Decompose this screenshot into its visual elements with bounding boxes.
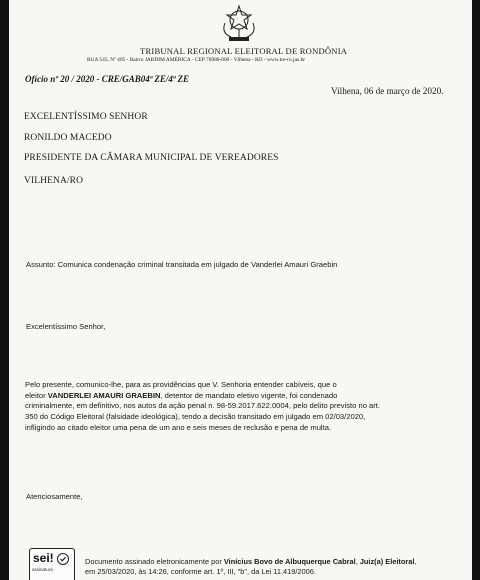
signature-line (85, 557, 470, 567)
addressee-position: PRESIDENTE DA CÂMARA MUNICIPAL DE VEREADORES (24, 153, 279, 163)
signer-name: Vinícius Bovo de Albuquerque Cabral (223, 557, 356, 566)
subject-line: Assunto: Comunica condenação criminal transitada em julgado de Vanderlei Amauri Graebin (26, 260, 338, 269)
signature-line: em 25/03/2020, às 14:26, conforme art. 1º, III, "b", da Lei 11.419/2006. (85, 567, 316, 576)
sei-logo (29, 548, 75, 580)
signer-role: Juiz(a) Eleitoral (359, 557, 415, 566)
elector-name: VANDERLEI AMAURI GRAEBIN (47, 390, 161, 400)
body-line: Pelo presente, comunico-lhe, para as providências que V. Senhoria entender cabíveis, que o (25, 380, 337, 389)
place-date: Vilhena, 06 de março de 2020. (331, 86, 444, 96)
coat-of-arms-icon (217, 3, 261, 43)
addressee-name: RONILDO MACEDO (24, 133, 112, 143)
sei-logo-subtitle: assinatura (32, 567, 53, 572)
seal-icon (56, 552, 70, 566)
oficio-number: Ofício nº 20 / 2020 - CRE/GAB04ª ZE/4ª ZE (25, 74, 189, 84)
body-line (25, 391, 445, 402)
body-line: 350 do Código Eleitoral (falsidade ideológica), tendo a decisão transitado em julgado em 02/03/2020, (25, 412, 366, 422)
signature-text: , (414, 557, 417, 566)
signature-text: Documento assinado eletronicamente por (85, 557, 224, 566)
body-line: criminalmente, em definitivo, nos autos da ação penal n. 98-59.2017.622.0004, pelo delito previsto no art. (25, 401, 381, 411)
document-page (9, 0, 472, 580)
org-address: RUA 545, Nº 495 - Bairro JARDIM AMÉRICA - CEP 76980-000 - Vilhena - RO - www.tre-ro.jus.br (87, 57, 306, 63)
body-text-span: eleitor (25, 390, 48, 400)
body-line: infligindo ao citado eleitor uma pena de um ano e seis meses de reclusão e pena de multa. (25, 422, 332, 432)
addressee-city: VILHENA/RO (24, 176, 84, 186)
sei-logo-text: sei! (33, 551, 54, 565)
body-paragraph (25, 380, 445, 434)
org-name: TRIBUNAL REGIONAL ELEITORAL DE RONDÔNIA (140, 46, 348, 56)
closing: Atenciosamente, (26, 492, 83, 501)
body-text-span: , detentor de mandato eletivo vigente, foi condenado (160, 390, 338, 400)
signature-text: , (355, 557, 360, 566)
addressee-title: EXCELENTÍSSIMO SENHOR (24, 112, 148, 122)
signature-block (85, 557, 470, 577)
salutation: Excelentíssimo Senhor, (26, 322, 106, 331)
